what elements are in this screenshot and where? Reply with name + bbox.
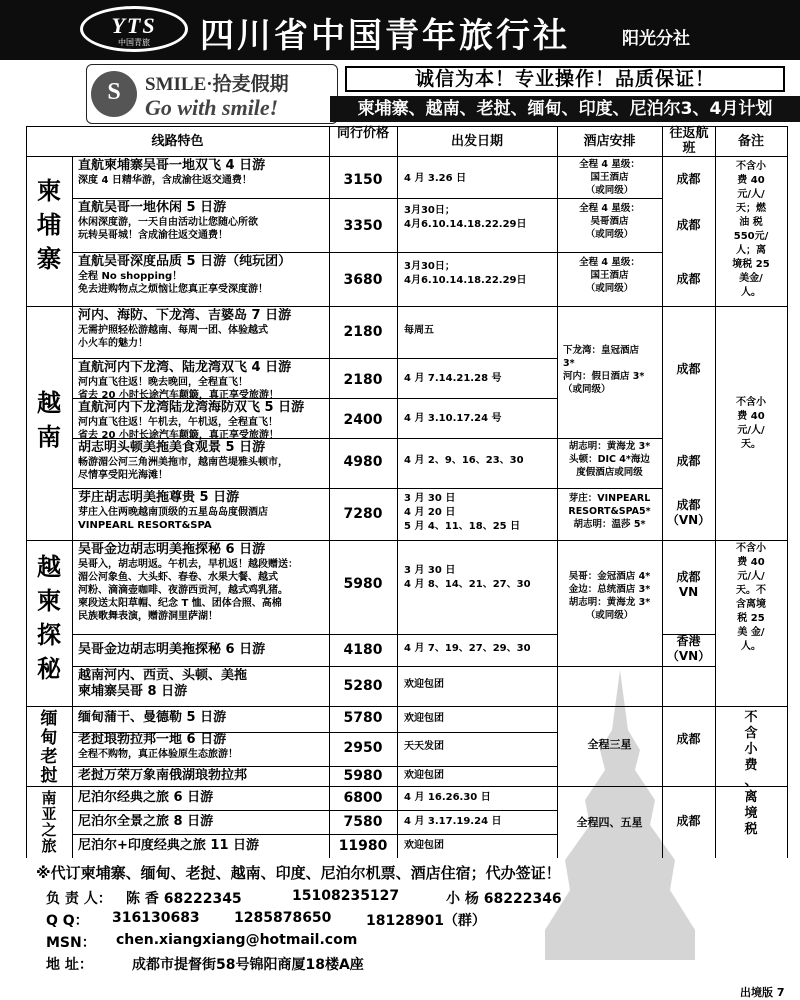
tour-dates: 3 月 30 日 4 月 20 日 5 月 4、11、18、25 日 [404, 493, 521, 532]
qq-label: Q Q： [46, 913, 89, 929]
tour-description: 河内直飞往返！午机去，午机返，全程直飞！ 省去 20 小时长途汽车颠簸，真正享受旅游！ [78, 417, 279, 441]
contact-label: 负 责 人： [46, 891, 112, 907]
tour-price: 3680 [343, 272, 383, 288]
tour-name: 直航吴哥一地休闲 5 日游 [78, 200, 227, 215]
tour-description: 深度 4 日精华游，含成渝往返交通费！ [78, 175, 252, 186]
tour-dates: 天天发团 [404, 741, 444, 752]
tour-row-info [78, 158, 328, 187]
tour-name: 河内、海防、下龙湾、吉婆岛 7 日游 [78, 308, 292, 323]
smile-logo-icon [91, 71, 137, 117]
msn-address: chen.xiangxiang@hotmail.com [116, 932, 358, 948]
tour-name: 直航吴哥深度品质 5 日游（纯玩团） [78, 254, 292, 269]
logo-subtext: 中国青旅 [118, 38, 150, 47]
tour-price: 2950 [343, 740, 383, 756]
tour-flight: 成都 [676, 454, 701, 468]
slogan: 诚信为本！专业操作！品质保证！ [345, 66, 785, 92]
tour-name: 老挝万荣万象南俄湖琅勃拉邦 [78, 768, 248, 783]
tour-dates: 4 月 7、19、27、29、30 [404, 643, 531, 654]
tour-description: 休闲深度游，一天自由活动让您随心所欲 玩转吴哥城！含成渝往返交通费！ [78, 217, 258, 241]
address: 成都市提督街58号锦阳商厦18楼A座 [132, 957, 364, 973]
tour-dates: 4 月 2、9、16、23、30 [404, 455, 524, 466]
tour-dates: 3月30日； 4月6.10.14.18.22.29日 [404, 261, 527, 286]
header-note: 备注 [737, 134, 764, 149]
region-vietnam: 越南 [37, 388, 61, 451]
tour-dates: 4 月 3.17.19.24 日 [404, 816, 502, 827]
contact-yang: 小 杨 68222346 [446, 891, 562, 907]
tour-row-info [78, 400, 328, 442]
tour-price: 5780 [343, 710, 383, 726]
tour-row-info [78, 254, 328, 296]
region-south-asia: 南亚之旅 [41, 789, 57, 855]
tour-price: 4980 [343, 454, 383, 470]
tour-price: 2180 [343, 324, 383, 340]
tour-row-info [78, 710, 328, 726]
note-mm-sa: 不 含 小 费 、 离 境 税 [744, 710, 758, 837]
note-vc: 不含小 费 40 元/人/ 天。不 含离境 税 25 美 金/ 人。 [736, 543, 766, 652]
tour-price: 4180 [343, 642, 383, 658]
address-label: 地 址： [46, 957, 93, 973]
tour-flight: 香港 （VN） [666, 634, 711, 663]
tour-description: 河内直飞往返！晚去晚回，全程直飞！ 省去 20 小时长途汽车颠簸，真正享受旅游！ [78, 377, 279, 401]
smile-icon-letter: S [107, 79, 121, 105]
tour-price: 6800 [343, 790, 383, 806]
logo-text: YTS [111, 13, 157, 38]
tour-name: 芽庄胡志明美拖尊贵 5 日游 [78, 490, 240, 505]
tour-row-info [78, 440, 328, 482]
tour-flight: 成都 [676, 272, 701, 286]
tour-name: 直航柬埔寨吴哥一地双飞 4 日游 [78, 158, 266, 173]
tour-dates: 欢迎包团 [404, 679, 444, 690]
note-vietnam: 不含小 费 40 元/人/ 天。 [736, 397, 766, 450]
tour-description: 无需护照轻松游越南、每周一团、体验越式 小火车的魅力！ [78, 325, 268, 349]
tour-price: 2180 [343, 372, 383, 388]
brand-box [86, 64, 338, 124]
tour-row-info [78, 838, 328, 854]
brand-tagline: Go with smile! [145, 95, 279, 120]
tour-price: 3350 [343, 218, 383, 234]
msn-label: MSN： [46, 935, 96, 951]
tour-price: 11980 [338, 838, 388, 854]
tour-dates: 3 月 30 日 4 月 8、14、21、27、30 [404, 565, 531, 590]
agency-branch: 阳光分社 [622, 29, 690, 49]
tour-name: 越南河内、西贡、头顿、美拖 柬埔寨吴哥 8 日游 [78, 668, 248, 699]
tour-dates: 每周五 [404, 325, 434, 336]
contact-chen: 陈 香 68222345 [126, 891, 242, 907]
brand-name: SMILE·拾麦假期 [145, 74, 289, 95]
tour-price: 3150 [343, 172, 383, 188]
vietnam-flight: 成都 [676, 362, 701, 376]
header-date: 出发日期 [450, 134, 503, 149]
tour-name: 缅甸蒲干、曼德勒 5 日游 [78, 710, 227, 725]
tour-dates: 4 月 7.14.21.28 号 [404, 373, 502, 384]
tour-dates: 欢迎包团 [404, 713, 444, 724]
tour-row-info [78, 308, 328, 350]
agency-services: ※代订柬埔寨、缅甸、老挝、越南、印度、尼泊尔机票、酒店住宿；代办签证！ [36, 864, 561, 882]
tour-name: 尼泊尔全景之旅 8 日游 [78, 814, 214, 829]
tour-name: 胡志明头顿美拖美食观景 5 日游 [78, 440, 266, 455]
tour-row-info [78, 732, 328, 761]
vc-hotel: 吴哥：金冠酒店 4* 金边：总统酒店 3* 胡志明：黄海龙 3* （或同级） [568, 571, 651, 621]
contact-phone: 15108235127 [292, 888, 400, 904]
qq-2: 1285878650 [234, 910, 332, 926]
qq-1: 316130683 [112, 910, 200, 926]
tour-row-info [78, 490, 328, 532]
tour-price: 2400 [343, 412, 383, 428]
agency-logo [80, 6, 188, 52]
tour-hotel: 芽庄：VINPEARL RESORT&SPA5* 胡志明：温莎 5* [568, 493, 651, 530]
header-price: 同行价格 [336, 126, 389, 141]
mm-flight: 成都 [676, 732, 701, 746]
tour-dates: 3月30日； 4月6.10.14.18.22.29日 [404, 205, 527, 230]
header-banner [0, 0, 800, 60]
tour-dates: 欢迎包团 [404, 840, 444, 851]
tour-row-info [78, 200, 328, 242]
tour-row-info [78, 790, 328, 806]
agency-title: 四川省中国青年旅行社 [200, 16, 570, 56]
tour-table [26, 126, 788, 858]
tour-hotel: 胡志明：黄海龙 3* 头顿：DIC 4*海边 度假酒店或同级 [568, 441, 651, 478]
tour-row-info [78, 642, 328, 658]
tour-row-info [78, 542, 328, 623]
tour-name: 吴哥金边胡志明美拖探秘 6 日游 [78, 542, 266, 557]
vietnam-hotel: 下龙湾：皇冠酒店 3* 河内：假日酒店 3* （或同级） [563, 345, 645, 395]
tour-name: 尼泊尔经典之旅 6 日游 [78, 790, 214, 805]
tour-row-info [78, 768, 328, 784]
tour-dates: 欢迎包团 [404, 770, 444, 781]
qq-3: 18128901（群） [366, 913, 486, 929]
tour-description: 全程不购物，真正体验原生态旅游！ [78, 749, 238, 760]
tour-price: 5280 [343, 678, 383, 694]
tour-description: 吴哥入，胡志明返。午机去，早机返！越段赠送： 湄公河象鱼、大头虾、春卷、水果大餐、越式 河粉、滴滴壶咖啡、夜游西贡河，越式鸡乳猪。 柬段送太阳草帽、纪念 T 恤、团体合照、高棉 民族歌舞表演，赠游洞里萨湖！ [78, 559, 298, 622]
tour-flight: 成都 VN [676, 570, 701, 599]
tour-hotel: 全程 4 星级： 国王酒店 （或同级） [579, 257, 640, 294]
tour-price: 7580 [343, 814, 383, 830]
tour-flight: 成都 [676, 218, 701, 232]
tour-hotel: 全程 4 星级： 吴哥酒店 （或同级） [579, 203, 640, 240]
tour-dates: 4 月 16.26.30 日 [404, 792, 491, 803]
tour-row-info [78, 360, 328, 402]
region-vietnam-cambodia: 越柬探秘 [37, 552, 61, 683]
tour-row-info [78, 668, 328, 700]
header-flight: 往返航班 [669, 126, 709, 156]
page-number: 出境版 7 [740, 986, 785, 999]
tour-price: 5980 [343, 768, 383, 784]
tour-description: 畅游湄公河三角洲美拖市，越南芭堤雅头顿市， 尽情享受阳光海滩！ [78, 457, 288, 481]
tour-name: 老挝琅勃拉邦一地 6 日游 [78, 732, 227, 747]
tour-price: 5980 [343, 576, 383, 592]
tour-dates: 4 月 3.10.17.24 号 [404, 413, 502, 424]
tour-flight: 成都 （VN） [666, 498, 711, 527]
region-cambodia: 柬埔寨 [37, 176, 61, 273]
tour-description: 全程 No shopping！ 免去进购物点之烦恼让您真正享受深度游！ [78, 271, 268, 295]
tour-name: 吴哥金边胡志明美拖探秘 6 日游 [78, 642, 266, 657]
region-myanmar-laos: 缅甸老挝 [40, 709, 58, 786]
np-hotel: 全程四、五星 [576, 816, 643, 829]
mm-hotel: 全程三星 [587, 738, 632, 751]
np-flight: 成都 [676, 814, 701, 828]
header-hotel: 酒店安排 [583, 134, 636, 149]
tour-hotel: 全程 4 星级： 国王酒店 （或同级） [579, 159, 640, 196]
tour-price: 7280 [343, 506, 383, 522]
tour-name: 直航河内下龙湾陆龙湾海防双飞 5 日游 [78, 400, 305, 415]
plan-title: 柬埔寨、越南、老挝、缅甸、印度、尼泊尔3、4月计划 [330, 96, 800, 122]
header-route: 线路特色 [151, 134, 204, 149]
tour-flight: 成都 [676, 172, 701, 186]
tour-description: 芽庄入住两晚越南顶级的五星岛岛度假酒店 VINPEARL RESORT&SPA [78, 507, 268, 531]
tour-dates: 4 月 3.26 日 [404, 173, 467, 184]
tour-row-info [78, 814, 328, 830]
tour-name: 尼泊尔+印度经典之旅 11 日游 [78, 838, 260, 853]
tour-name: 直航河内下龙湾、陆龙湾双飞 4 日游 [78, 360, 292, 375]
note-cambodia: 不含小 费 40 元/人/ 天；燃 油 税 550元/ 人；离 境税 25 美金/ 人。 [732, 161, 770, 298]
